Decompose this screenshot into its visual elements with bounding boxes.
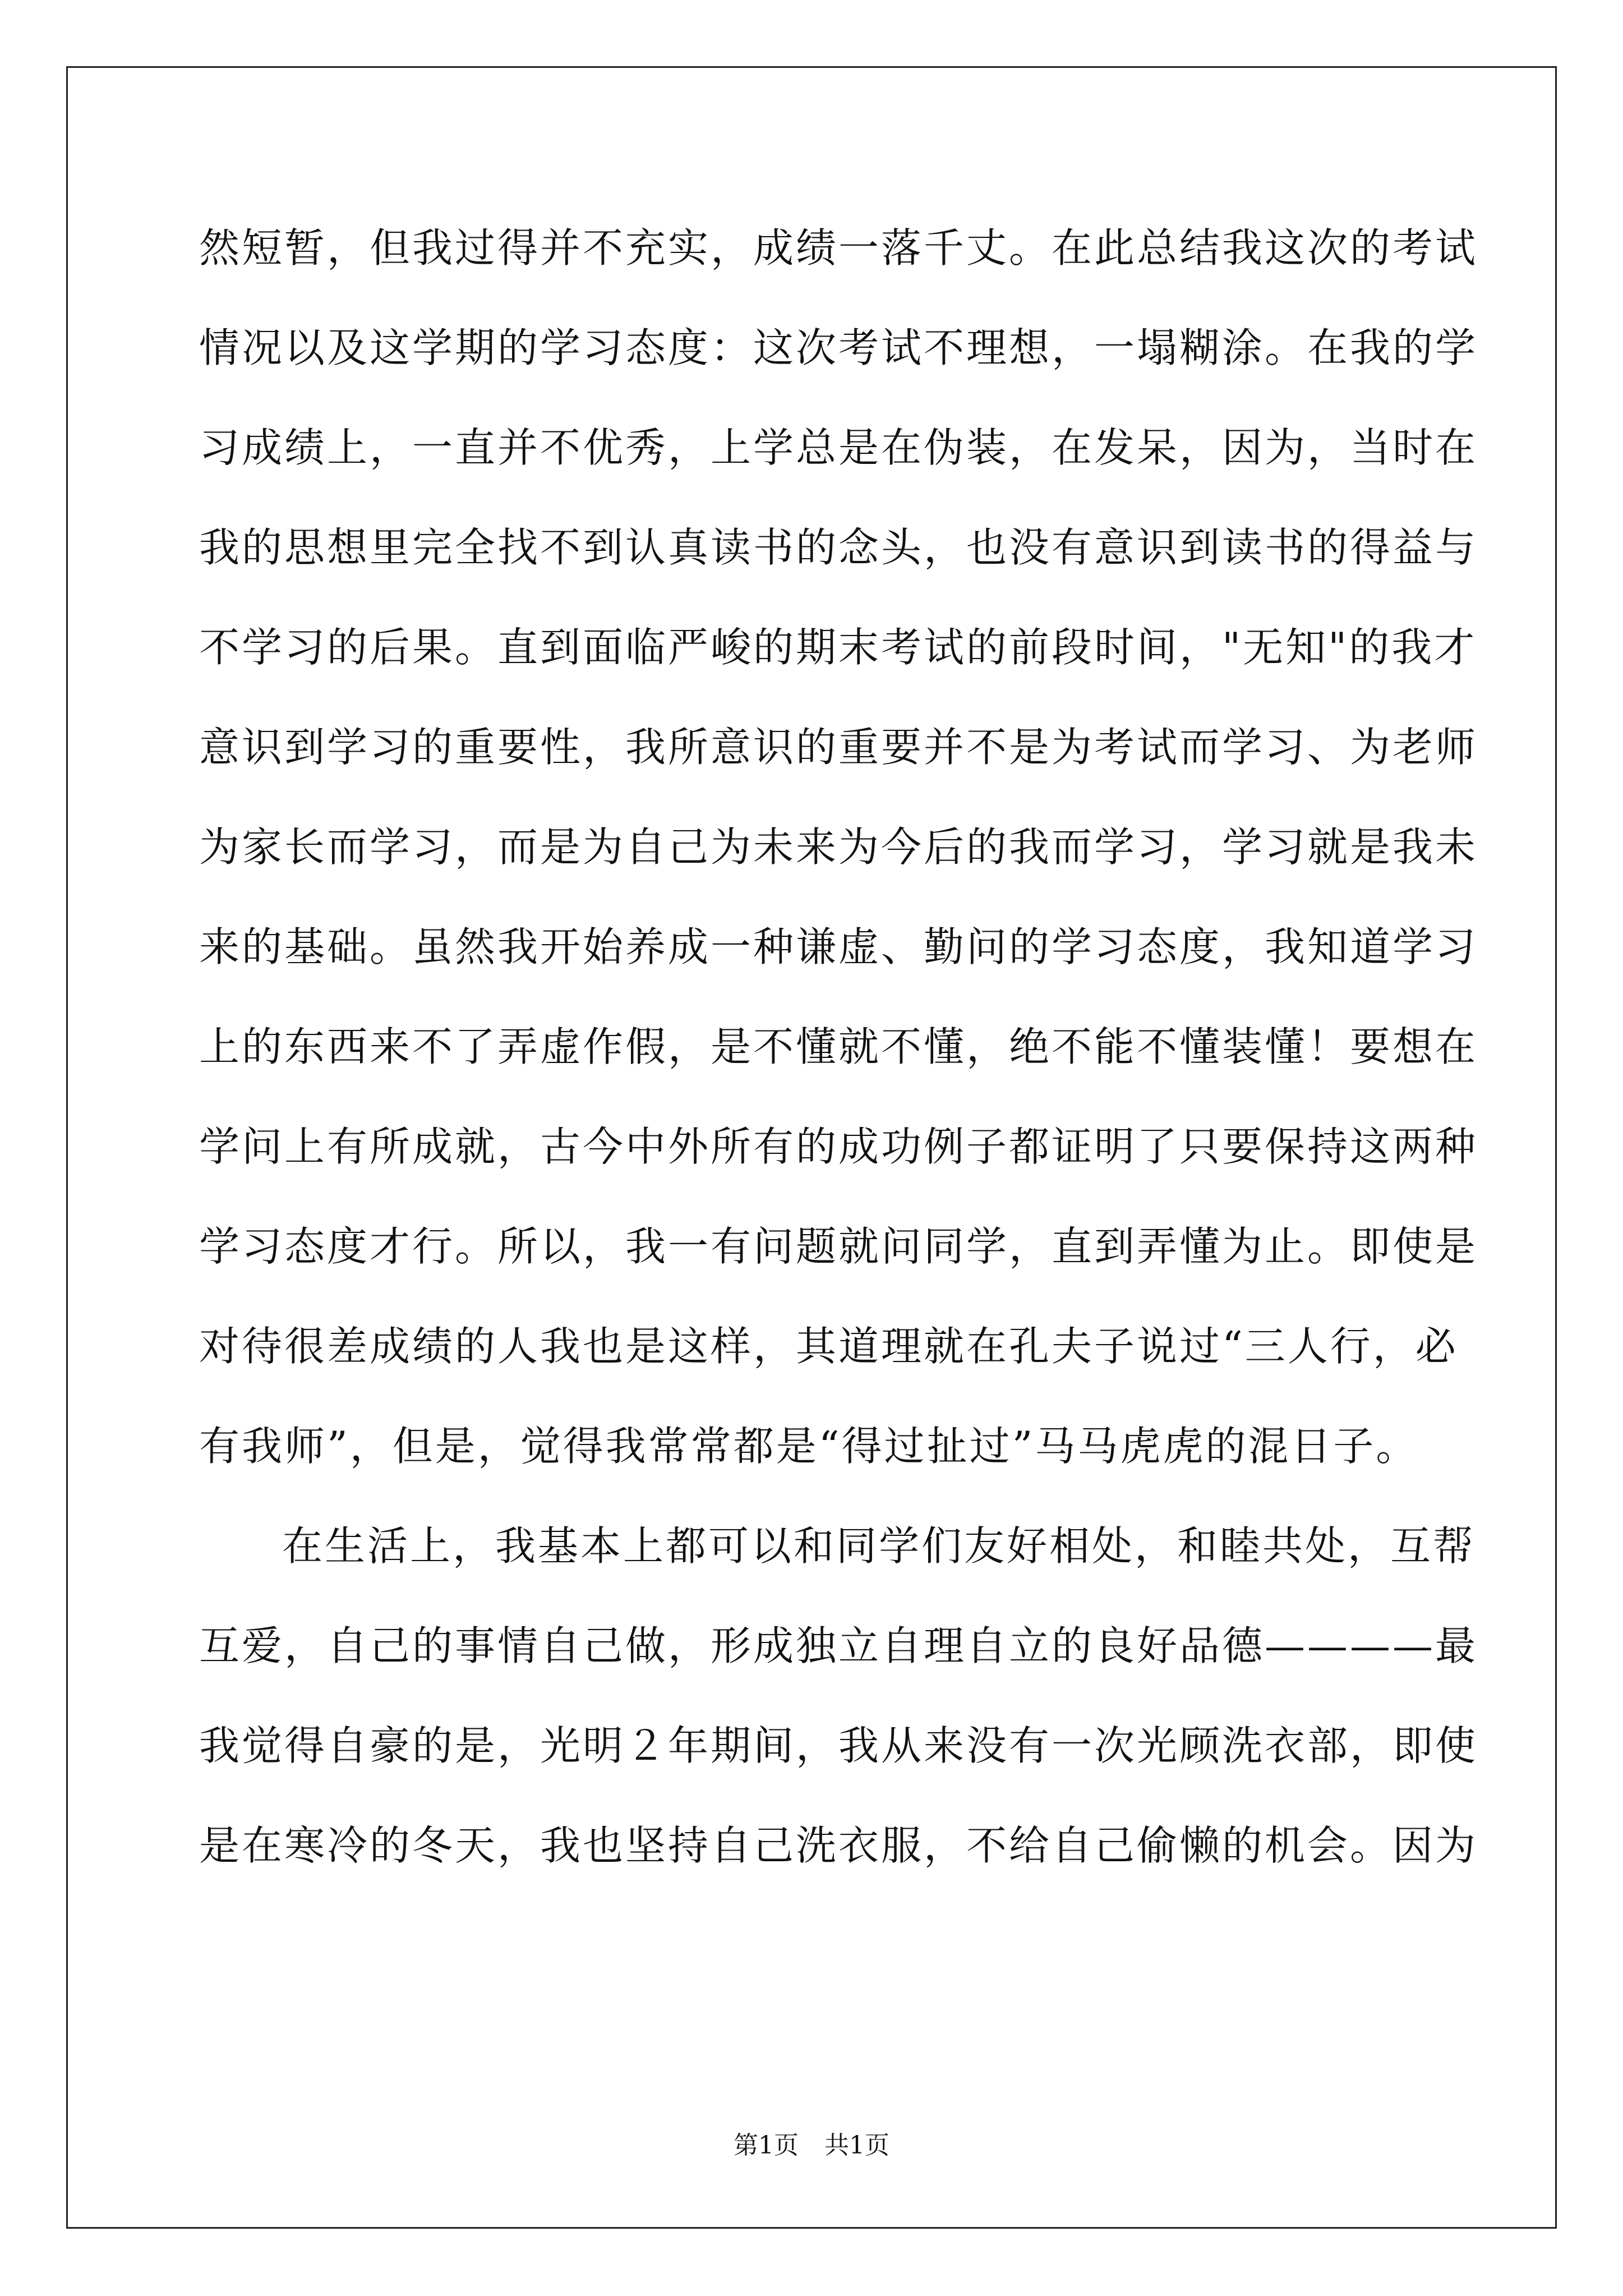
text-line: 是在寒冷的冬天，我也坚持自己洗衣服，不给自己偷懒的机会。因为 xyxy=(199,1822,1478,1869)
paragraph-first-line: 在生活上，我基本上都可以和同学们友好相处，和睦共处，互帮 xyxy=(282,1522,1476,1570)
page-total: 共1页 xyxy=(824,2131,889,2160)
text-line: 情况以及这学期的学习态度：这次考试不理想，一塌糊涂。在我的学 xyxy=(199,324,1478,371)
text-line: 对待很差成绩的人我也是这样，其道理就在孔夫子说过“三人行，必 xyxy=(199,1323,1458,1370)
text-line: 为家长而学习，而是为自己为未来为今后的我而学习，学习就是我未 xyxy=(199,823,1478,871)
text-line: 学问上有所成就，古今中外所有的成功例子都证明了只要保持这两种 xyxy=(199,1123,1478,1170)
text-line: 我的思想里完全找不到认真读书的念头，也没有意识到读书的得益与 xyxy=(199,524,1478,571)
text-line: 我觉得自豪的是，光明２年期间，我从来没有一次光顾洗衣部，即使 xyxy=(199,1722,1478,1769)
text-line: 来的基础。虽然我开始养成一种谦虚、勤问的学习态度，我知道学习 xyxy=(199,923,1478,970)
text-line: 有我师”，但是，觉得我常常都是“得过扯过”马马虎虎的混日子。 xyxy=(199,1423,1419,1470)
text-line: 意识到学习的重要性，我所意识的重要并不是为考试而学习、为老师 xyxy=(199,724,1478,771)
text-line: 上的东西来不了弄虚作假，是不懂就不懂，绝不能不懂装懂！要想在 xyxy=(199,1023,1478,1070)
text-line: 习成绩上，一直并不优秀，上学总是在伪装，在发呆，因为，当时在 xyxy=(199,424,1478,471)
text-line: 互爱，自己的事情自己做，形成独立自理自立的良好品德————最 xyxy=(199,1622,1478,1669)
text-line: 学习态度才行。所以，我一有问题就问同学，直到弄懂为止。即使是 xyxy=(199,1223,1478,1270)
text-line: 然短暂，但我过得并不充实，成绩一落千丈。在此总结我这次的考试 xyxy=(199,224,1478,272)
text-line: 不学习的后果。直到面临严峻的期末考试的前段时间，"无知"的我才 xyxy=(199,624,1477,671)
page-number: 第1页 xyxy=(734,2131,799,2160)
page-footer xyxy=(0,2129,1623,2162)
